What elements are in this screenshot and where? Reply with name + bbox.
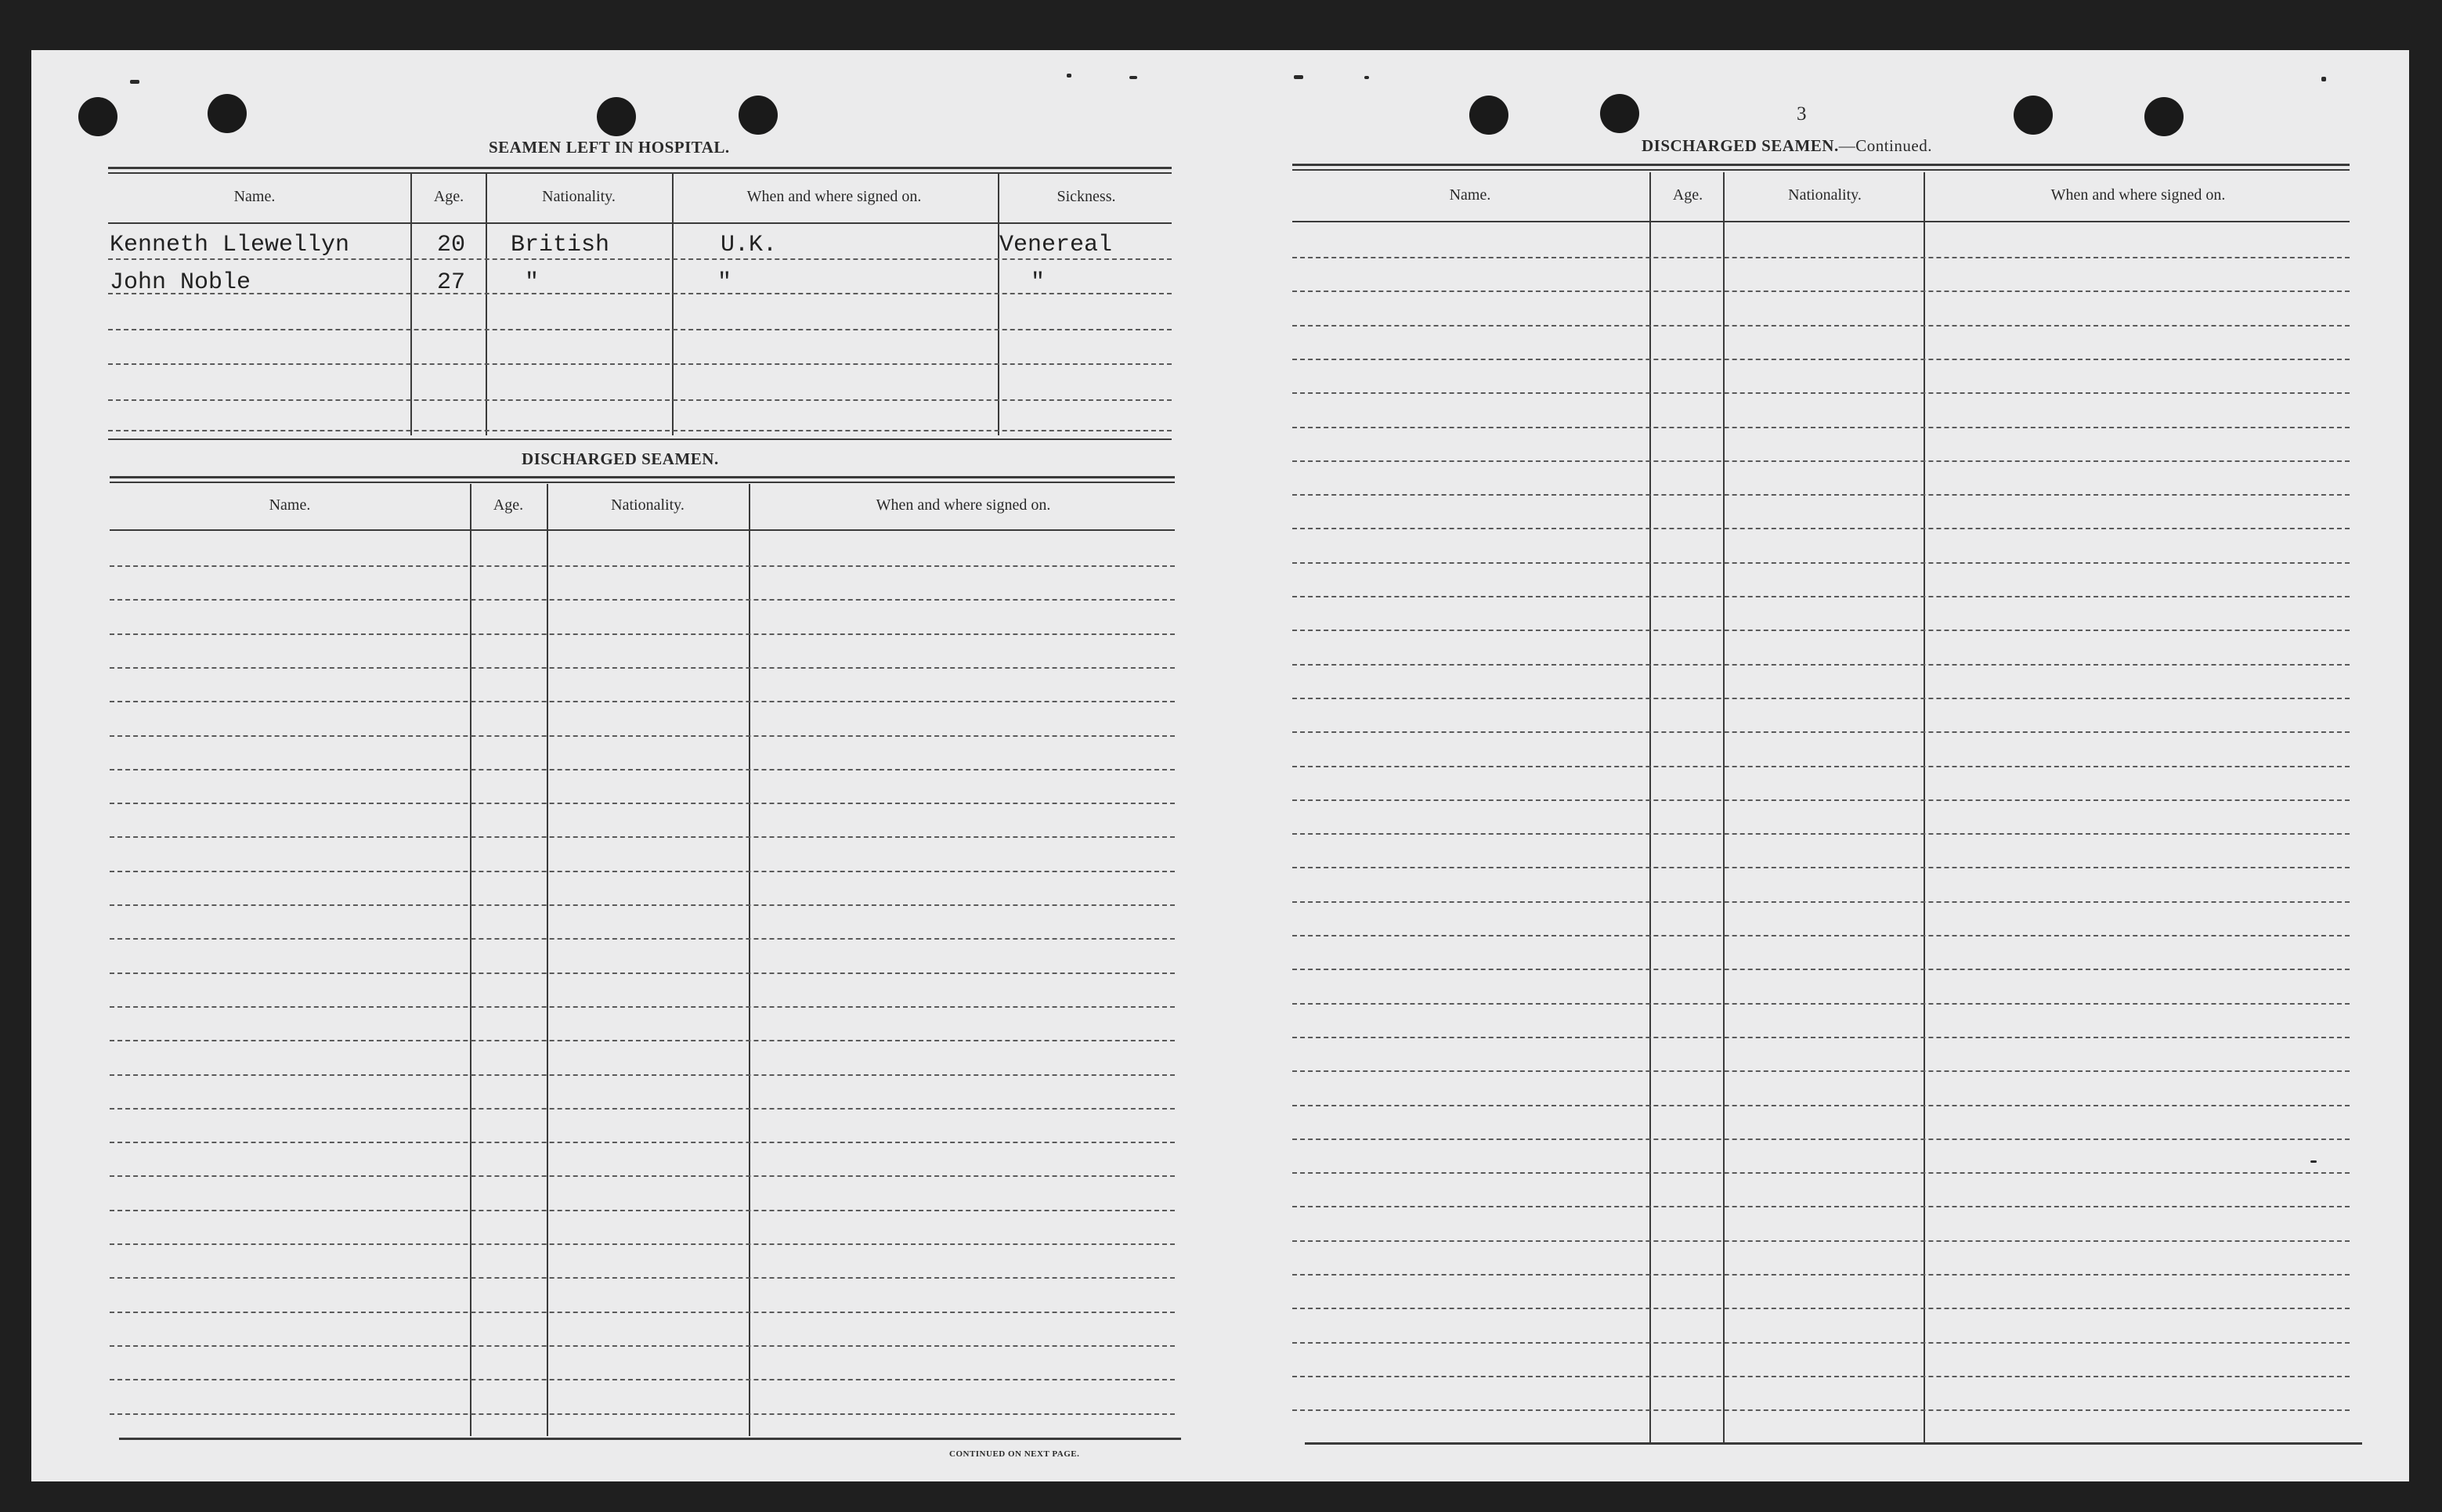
hospital-bottom-rule (108, 438, 1172, 440)
page-number: 3 (1797, 103, 1807, 124)
discharged-row-line (110, 1210, 1175, 1211)
discharged-row-line (110, 599, 1175, 601)
right-header-nationality: Nationality. (1788, 186, 1862, 204)
right-row-line (1292, 1139, 2350, 1140)
discharged-row-line (110, 836, 1175, 838)
right-row-line (1292, 1240, 2350, 1242)
hospital-row-1-sickness: Venereal (999, 232, 1113, 258)
discharged-row-line (110, 1243, 1175, 1245)
punch-hole (208, 94, 247, 133)
discharged-row-line (110, 973, 1175, 974)
hospital-row-line (108, 399, 1172, 401)
discharged-col-divider (749, 484, 750, 1436)
hospital-section-title: SEAMEN LEFT IN HOSPITAL. (489, 138, 730, 157)
ink-speck (2310, 1160, 2317, 1163)
right-row-line (1292, 1308, 2350, 1309)
discharged-row-line (110, 1345, 1175, 1347)
discharged-row-line (110, 803, 1175, 804)
discharged-row-line (110, 1040, 1175, 1041)
ink-speck (1294, 75, 1303, 79)
right-top-rule-2 (1292, 169, 2350, 171)
discharged-col-divider (470, 484, 471, 1436)
right-row-line (1292, 1070, 2350, 1072)
hospital-row-2-name: John Noble (110, 269, 251, 296)
discharged-row-line (110, 938, 1175, 940)
discharged-header-age: Age. (493, 496, 524, 514)
punch-hole (739, 96, 778, 135)
right-top-rule (1292, 164, 2350, 166)
discharged-row-line (110, 1006, 1175, 1008)
discharged-row-line (110, 1142, 1175, 1143)
right-row-line (1292, 1409, 2350, 1411)
hospital-row-1-name: Kenneth Llewellyn (110, 232, 350, 258)
punch-hole (2144, 97, 2184, 136)
right-col-divider (1723, 172, 1725, 1442)
hospital-col-divider (410, 174, 412, 435)
discharged-row-line (110, 667, 1175, 669)
right-row-line (1292, 1206, 2350, 1207)
right-header-age: Age. (1672, 186, 1703, 204)
ink-speck (130, 80, 139, 84)
discharged-row-line (110, 769, 1175, 770)
discharged-row-line (110, 871, 1175, 872)
hospital-top-rule-2 (108, 172, 1172, 174)
right-row-line (1292, 1342, 2350, 1344)
discharged-section-title: DISCHARGED SEAMEN. (522, 449, 719, 468)
hospital-header-nationality: Nationality. (542, 188, 616, 205)
ink-speck (2321, 77, 2326, 81)
hospital-top-rule (108, 167, 1172, 169)
right-section-title-suffix: —Continued. (1838, 136, 1932, 155)
discharged-row-line (110, 1074, 1175, 1076)
right-section-title (1642, 136, 1932, 156)
hospital-row-line (108, 329, 1172, 330)
right-row-line (1292, 562, 2350, 564)
ink-speck (1067, 74, 1071, 78)
hospital-row-line (108, 363, 1172, 365)
form-page (31, 50, 2409, 1481)
right-row-line (1292, 1172, 2350, 1174)
ink-speck (1129, 76, 1137, 79)
right-row-line (1292, 1003, 2350, 1005)
punch-hole (1469, 96, 1508, 135)
punch-hole (1600, 94, 1639, 133)
right-header-name: Name. (1449, 186, 1491, 204)
discharged-row-line (110, 735, 1175, 737)
right-row-line (1292, 630, 2350, 631)
hospital-row-1-age: 20 (437, 232, 466, 258)
hospital-col-divider (486, 174, 487, 435)
hospital-row-2-when-where: " (717, 269, 732, 296)
hospital-col-divider (672, 174, 674, 435)
right-row-line (1292, 664, 2350, 666)
right-row-line (1292, 799, 2350, 801)
right-row-line (1292, 901, 2350, 903)
hospital-row-line (108, 430, 1172, 431)
right-row-line (1292, 596, 2350, 597)
right-row-line (1292, 867, 2350, 868)
discharged-row-line (110, 1277, 1175, 1279)
hospital-header-sickness: Sickness. (1057, 188, 1116, 205)
discharged-row-line (110, 1108, 1175, 1110)
punch-hole (78, 97, 117, 136)
discharged-row-line (110, 1379, 1175, 1380)
discharged-row-line (110, 904, 1175, 906)
right-row-line (1292, 392, 2350, 394)
continued-note: CONTINUED ON NEXT PAGE. (949, 1449, 1080, 1459)
hospital-row-1-when-where: U.K. (721, 232, 778, 258)
right-row-line (1292, 731, 2350, 733)
right-row-line (1292, 1376, 2350, 1377)
hospital-header-when-where: When and where signed on. (746, 188, 922, 205)
discharged-row-line (110, 1175, 1175, 1177)
right-row-line (1292, 460, 2350, 462)
discharged-row-line (110, 633, 1175, 635)
hospital-header-age: Age. (433, 188, 464, 205)
discharged-row-line (110, 1312, 1175, 1313)
discharged-row-line (110, 1413, 1175, 1415)
right-row-line (1292, 1274, 2350, 1276)
right-row-line (1292, 698, 2350, 699)
right-row-line (1292, 359, 2350, 360)
right-col-divider (1649, 172, 1651, 1442)
discharged-header-rule (110, 529, 1175, 531)
hospital-row-2-nationality: " (525, 269, 540, 296)
hospital-header-name: Name. (233, 188, 276, 205)
right-row-line (1292, 290, 2350, 292)
discharged-header-when-where: When and where signed on. (876, 496, 1051, 514)
hospital-row-line (108, 293, 1172, 294)
discharged-row-line (110, 565, 1175, 567)
discharged-header-nationality: Nationality. (611, 496, 685, 514)
discharged-col-divider (547, 484, 548, 1436)
punch-hole (597, 97, 636, 136)
right-col-divider (1924, 172, 1925, 1442)
right-row-line (1292, 766, 2350, 767)
hospital-row-line (108, 258, 1172, 260)
discharged-header-name: Name. (269, 496, 311, 514)
hospital-row-2-sickness: " (1031, 269, 1046, 296)
hospital-row-1-nationality: British (511, 232, 610, 258)
discharged-bottom-rule (119, 1438, 1181, 1440)
right-row-line (1292, 494, 2350, 496)
discharged-top-rule-2 (110, 482, 1175, 483)
right-row-line (1292, 1037, 2350, 1038)
ink-speck (1364, 76, 1369, 79)
right-row-line (1292, 528, 2350, 529)
right-row-line (1292, 833, 2350, 835)
right-header-rule (1292, 221, 2350, 222)
discharged-top-rule (110, 476, 1175, 478)
right-bottom-rule (1305, 1442, 2362, 1445)
punch-hole (2014, 96, 2053, 135)
discharged-row-line (110, 701, 1175, 702)
right-row-line (1292, 325, 2350, 327)
hospital-row-2-age: 27 (437, 269, 466, 296)
right-row-line (1292, 935, 2350, 936)
hospital-col-divider (998, 174, 999, 435)
hospital-header-rule (108, 222, 1172, 224)
right-section-title-main: DISCHARGED SEAMEN. (1642, 136, 1839, 155)
right-row-line (1292, 1105, 2350, 1106)
right-row-line (1292, 969, 2350, 970)
right-row-line (1292, 257, 2350, 258)
right-row-line (1292, 427, 2350, 428)
right-header-when-where: When and where signed on. (2050, 186, 2226, 204)
